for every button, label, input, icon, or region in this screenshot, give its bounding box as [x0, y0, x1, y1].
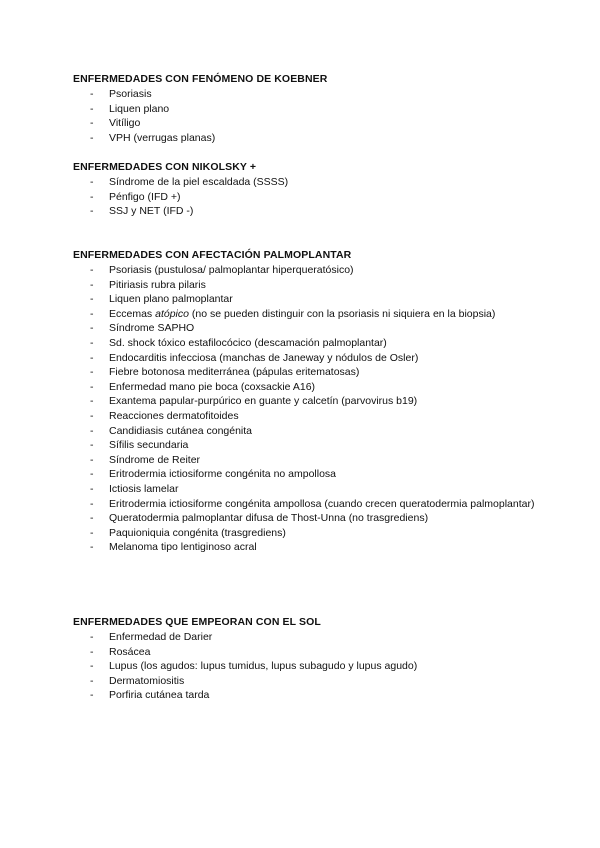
dash-bullet: -	[90, 395, 94, 408]
dash-bullet: -	[90, 322, 94, 335]
section-heading: ENFERMEDADES QUE EMPEORAN CON EL SOL	[73, 616, 321, 628]
list-item: - Fiebre botonosa mediterránea (pápulas eritematosas)	[90, 366, 360, 379]
list-item: - Pénfigo (IFD +)	[90, 190, 181, 203]
list-item: - Dermatomiositis	[90, 674, 185, 687]
dash-bullet: -	[90, 205, 94, 218]
bullet-list	[73, 87, 543, 145]
list-item: - Síndrome de la piel escaldada (SSSS)	[90, 176, 289, 188]
dash-bullet: -	[90, 176, 94, 188]
list-item: - Paquioniquia congénita (trasgrediens)	[90, 526, 286, 539]
dash-bullet: -	[90, 190, 94, 203]
list-item: - Exantema papular-purpúrico en guante y calcetín (parvovirus b19)	[90, 395, 418, 408]
dash-bullet: -	[90, 88, 94, 100]
section-koebner	[73, 72, 543, 145]
bullet-list	[73, 175, 543, 219]
list-item: - Síndrome de Reiter	[90, 453, 201, 466]
dash-bullet: -	[90, 278, 94, 291]
dash-bullet: -	[90, 645, 94, 658]
section-heading: ENFERMEDADES CON NIKOLSKY +	[73, 161, 257, 173]
list-item: - Endocarditis infecciosa (manchas de Janeway y nódulos de Osler)	[90, 351, 419, 364]
list-item: - SSJ y NET (IFD -)	[90, 205, 194, 218]
dash-bullet: -	[90, 102, 94, 115]
italic-term: atópico	[155, 307, 189, 320]
list-item: - Sd. shock tóxico estafilocócico (descamación palmoplantar)	[90, 336, 387, 349]
list-item: - Enfermedad de Darier	[90, 631, 213, 643]
list-item: - Psoriasis (pustulosa/ palmoplantar hiperqueratósico)	[90, 264, 354, 276]
dash-bullet: -	[90, 631, 94, 643]
list-item: - Vitíligo	[90, 117, 141, 130]
dash-bullet: -	[90, 409, 94, 422]
dash-bullet: -	[90, 497, 94, 510]
dash-bullet: -	[90, 264, 94, 276]
list-item: - Sífilis secundaria	[90, 439, 189, 452]
list-item: - VPH (verrugas planas)	[90, 131, 216, 144]
dash-bullet: -	[90, 117, 94, 130]
list-item: - Liquen plano	[90, 102, 170, 115]
dash-bullet: -	[90, 526, 94, 539]
list-item: - Melanoma tipo lentiginoso acral	[90, 541, 257, 554]
section-palmoplantar	[73, 248, 543, 555]
list-item: - Rosácea	[90, 645, 151, 658]
dash-bullet: -	[90, 689, 94, 702]
list-item: - Enfermedad mano pie boca (coxsackie A16)	[90, 380, 316, 393]
list-item: - Lupus (los agudos: lupus tumidus, lupus subagudo y lupus agudo)	[90, 660, 418, 673]
dash-bullet: -	[90, 541, 94, 554]
list-item: - Candidiasis cutánea congénita	[90, 424, 253, 437]
dash-bullet: -	[90, 351, 94, 364]
dash-bullet: -	[90, 660, 94, 673]
bullet-list	[73, 263, 543, 555]
section-sol	[73, 615, 543, 703]
dash-bullet: -	[90, 468, 94, 481]
dash-bullet: -	[90, 424, 94, 437]
list-item: - Liquen plano palmoplantar	[90, 293, 233, 306]
dash-bullet: -	[90, 366, 94, 379]
dash-bullet: -	[90, 307, 94, 320]
section-heading: ENFERMEDADES CON AFECTACIÓN PALMOPLANTAR	[73, 249, 352, 261]
list-item: - Eritrodermia ictiosiforme congénita no ampollosa	[90, 468, 337, 481]
list-item: - Queratodermia palmoplantar difusa de Thost-Unna (no trasgrediens)	[90, 512, 429, 525]
section-heading: ENFERMEDADES CON FENÓMENO DE KOEBNER	[73, 73, 328, 85]
list-item: - Síndrome SAPHO	[90, 322, 195, 335]
dash-bullet: -	[90, 674, 94, 687]
dash-bullet: -	[90, 380, 94, 393]
list-item: - Reacciones dermatofitoides	[90, 409, 239, 422]
list-item: - Psoriasis	[90, 88, 152, 100]
dash-bullet: -	[90, 293, 94, 306]
list-item: - Eritrodermia ictiosiforme congénita ampollosa (cuando crecen queratodermia palmoplantar)	[90, 497, 535, 510]
dash-bullet: -	[90, 439, 94, 452]
list-item: - Ictiosis lamelar	[90, 482, 179, 495]
dash-bullet: -	[90, 336, 94, 349]
list-item: - Eccemas atópico (no se pueden distinguir con la psoriasis ni siquiera en la biopsia)	[90, 307, 496, 320]
section-nikolsky	[73, 160, 543, 219]
dash-bullet: -	[90, 482, 94, 495]
dash-bullet: -	[90, 453, 94, 466]
list-item: - Porfiria cutánea tarda	[90, 689, 210, 702]
dash-bullet: -	[90, 512, 94, 525]
list-item: - Pitiriasis rubra pilaris	[90, 278, 206, 291]
dash-bullet: -	[90, 131, 94, 144]
bullet-list	[73, 630, 543, 703]
